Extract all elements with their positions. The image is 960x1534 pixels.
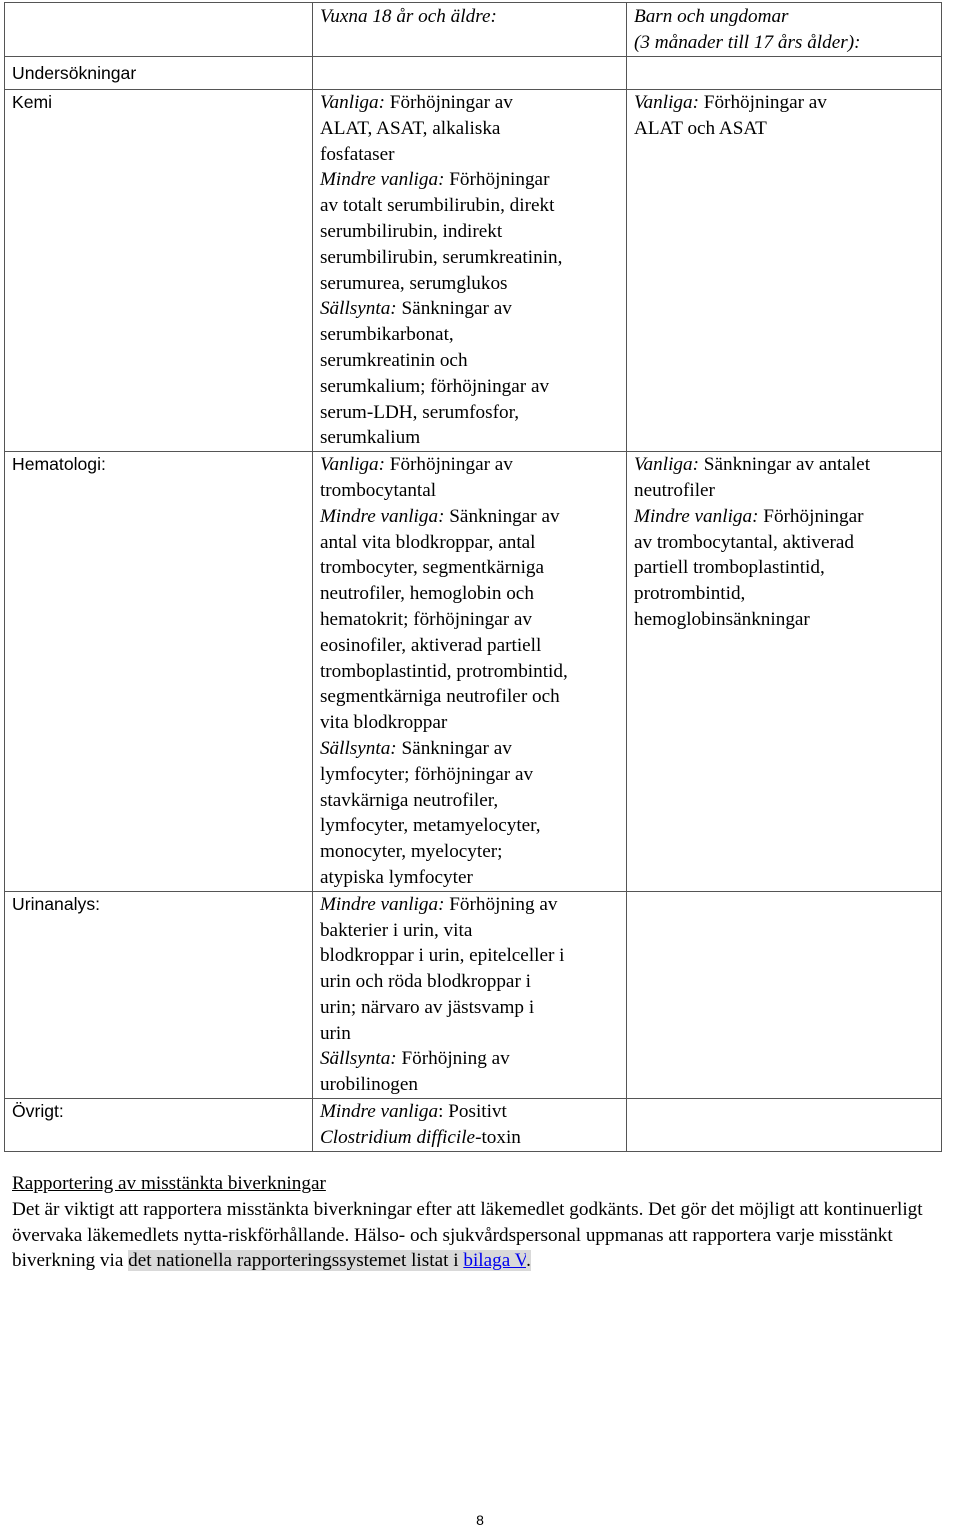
- category-label: Övrigt:: [5, 1099, 313, 1152]
- finding-text: Förhöjningar av ALAT, ASAT, alkaliska fosfataser: [319, 92, 513, 165]
- frequency-label: Vanliga:: [319, 454, 385, 476]
- adults-cell: [312, 452, 626, 892]
- finding-text: -toxin: [475, 1126, 521, 1148]
- children-cell: [626, 1099, 941, 1152]
- finding-text: Sänkningar av antalet neutrofiler: [633, 454, 871, 501]
- sentence-end: .: [526, 1250, 531, 1272]
- section-empty-children: [626, 57, 941, 90]
- frequency-label: Sällsynta:: [319, 737, 397, 759]
- table-header-row: [5, 3, 942, 57]
- category-label: Hematologi:: [5, 452, 313, 892]
- header-adults: Vuxna 18 år och äldre:: [312, 3, 626, 57]
- finding-text: Sänkningar av lymfocyter; förhöjningar av stavkärniga neutrofiler, lymfocyter, metamyelocyter, monocyter, myelocyter; atypiska lymfocyter: [319, 737, 541, 888]
- organism-name: Clostridium difficile: [319, 1126, 476, 1148]
- adverse-reactions-table: [4, 2, 942, 1152]
- category-label: Urinanalys:: [5, 891, 313, 1098]
- category-label: Kemi: [5, 90, 313, 452]
- finding-text: Förhöjning av urobilinogen: [319, 1048, 510, 1096]
- section-row: [5, 57, 942, 90]
- adults-cell: [312, 1099, 626, 1152]
- highlighted-text: det nationella rapporteringssystemet listat i: [128, 1250, 464, 1272]
- frequency-label: Sällsynta:: [319, 1048, 397, 1070]
- finding-text: Sänkningar av antal vita blodkroppar, antal trombocyter, segmentkärniga neutrofiler, hemoglobin och hematokrit; förhöjningar av eosinofiler, aktiverad partiell tromboplastintid, protrombintid, segmentkärniga neutrofiler och vita blodkroppar: [319, 505, 568, 734]
- adults-cell: [312, 891, 626, 1098]
- reporting-section: [12, 1171, 960, 1274]
- frequency-label: Sällsynta:: [319, 298, 397, 320]
- finding-text: Förhöjningar av ALAT och ASAT: [633, 92, 827, 139]
- frequency-label: Vanliga:: [633, 454, 699, 476]
- frequency-label: Mindre vanliga:: [319, 893, 445, 915]
- finding-text: Förhöjningar av trombocytantal, aktiverad partiell tromboplastintid, protrombintid, hemoglobinsänkningar: [633, 505, 864, 630]
- frequency-label: Mindre vanliga: [319, 1101, 439, 1123]
- section-label: Undersökningar: [5, 57, 313, 90]
- finding-text: Förhöjningar av totalt serumbilirubin, direkt serumbilirubin, indirekt serumbilirubin, serumkreatinin, serumurea, serumglukos: [319, 169, 563, 294]
- children-cell: [626, 90, 941, 452]
- section-empty-adults: [312, 57, 626, 90]
- reporting-title: Rapportering av misstänkta biverkningar: [12, 1173, 326, 1194]
- adults-cell: [312, 90, 626, 452]
- table-row: [5, 90, 942, 452]
- frequency-label: Mindre vanliga:: [319, 505, 445, 527]
- frequency-label: Vanliga:: [633, 92, 699, 113]
- header-children: Barn och ungdomar (3 månader till 17 års ålder):: [626, 3, 941, 57]
- children-cell: [626, 891, 941, 1098]
- frequency-label: Vanliga:: [319, 92, 385, 113]
- appendix-link[interactable]: bilaga V: [463, 1250, 527, 1272]
- frequency-label: Mindre vanliga:: [633, 505, 759, 527]
- table-row: [5, 452, 942, 892]
- table-row: [5, 1099, 942, 1152]
- table-row: [5, 891, 942, 1098]
- finding-text: : Positivt: [438, 1101, 507, 1123]
- reporting-text: Det är viktigt att rapportera misstänkta biverkningar efter att läkemedlet godkänts. Det gör det möjligt att kontinuerligt övervaka läkemedlets nytta-riskförhållande. Hälso- och sjukvårdspersonal uppmanas att rapportera varje misstänkt biverkning via: [12, 1198, 923, 1272]
- finding-text: Sänkningar av serumbikarbonat, serumkreatinin och serumkalium; förhöjningar av serum-LDH, serumfosfor, serumkalium: [319, 298, 550, 449]
- finding-text: Förhöjningar av trombocytantal: [319, 454, 513, 501]
- frequency-label: Mindre vanliga:: [319, 169, 445, 191]
- children-cell: [626, 452, 941, 892]
- reporting-paragraph: [12, 1197, 960, 1274]
- header-empty-cell: [5, 3, 313, 57]
- finding-text: Förhöjning av bakterier i urin, vita blodkroppar i urin, epitelceller i urin och röda blodkroppar i urin; närvaro av jästsvamp i urin: [319, 893, 565, 1044]
- page-number: 8: [476, 1512, 484, 1528]
